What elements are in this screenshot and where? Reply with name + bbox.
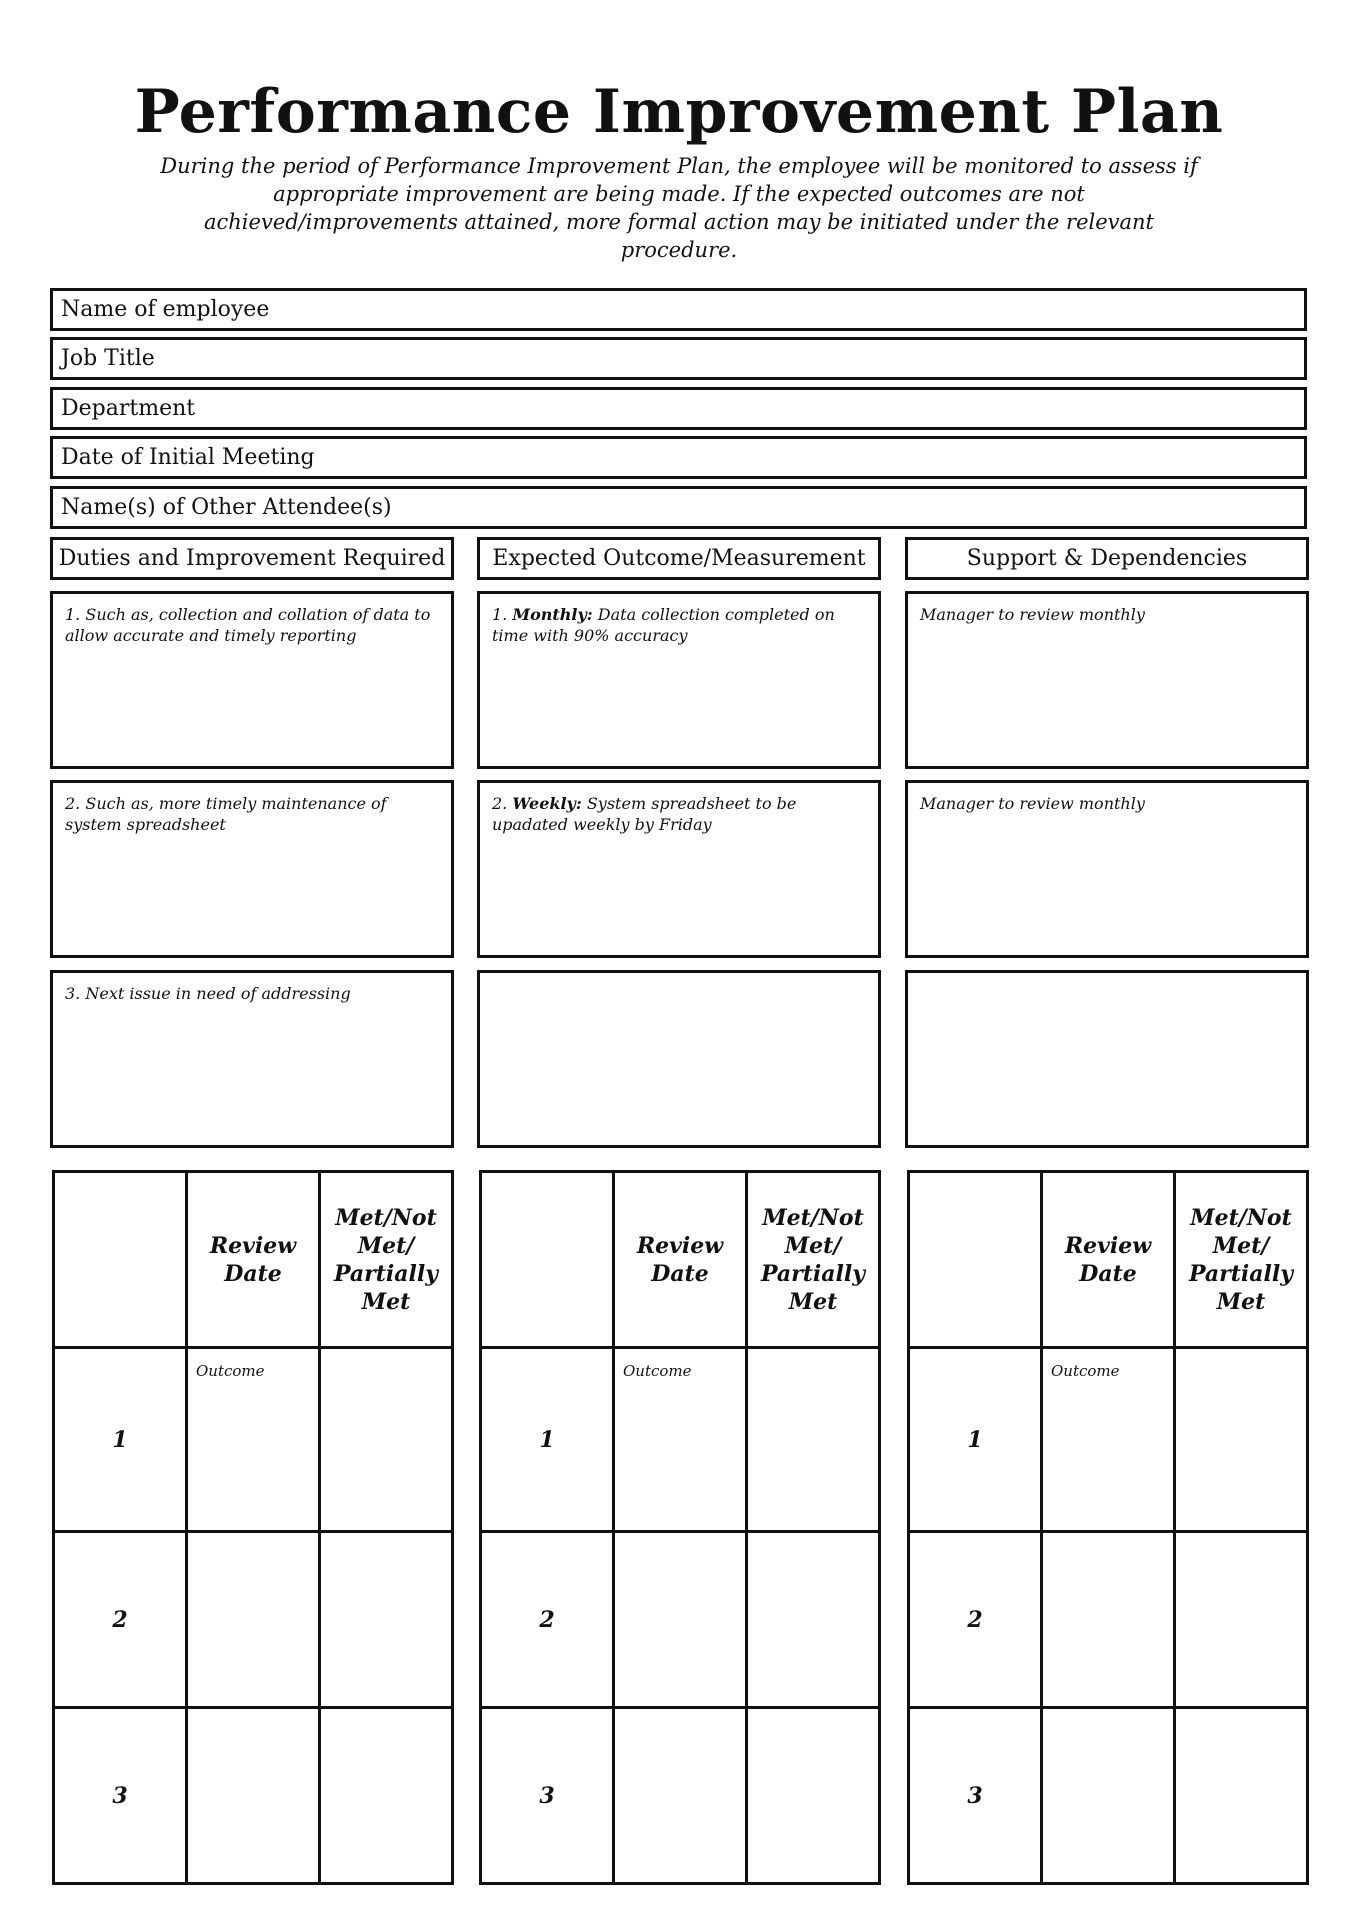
- outcome-cell-2[interactable]: [477, 780, 881, 958]
- review-table-3: [907, 1170, 1309, 1885]
- review-date-cell[interactable]: [614, 1532, 747, 1708]
- field-initial-meeting-date[interactable]: Date of Initial Meeting: [50, 436, 1307, 479]
- field-other-attendees[interactable]: Name(s) of Other Attendee(s): [50, 486, 1307, 529]
- column-header-support: Support & Dependencies: [905, 537, 1309, 580]
- met-status-header: Met/Not Met/ Partially Met: [320, 1172, 453, 1348]
- field-department[interactable]: Department: [50, 387, 1307, 430]
- column-header-duties: Duties and Improvement Required: [50, 537, 454, 580]
- review-row-number: 3: [54, 1708, 187, 1884]
- met-status-cell[interactable]: [747, 1532, 880, 1708]
- review-corner-cell: [909, 1172, 1042, 1348]
- outcome-prefix: 2.: [492, 794, 508, 813]
- support-cell-3[interactable]: [905, 970, 1309, 1148]
- met-status-cell[interactable]: [1175, 1708, 1308, 1884]
- duty-cell-1[interactable]: 1. Such as, collection and collation of data to allow accurate and timely reporting: [50, 591, 454, 769]
- outcome-label[interactable]: Outcome: [614, 1348, 747, 1532]
- review-row-number: 2: [481, 1532, 614, 1708]
- met-status-cell[interactable]: [320, 1348, 453, 1532]
- field-employee-name[interactable]: Name of employee: [50, 288, 1307, 331]
- review-date-header: Review Date: [614, 1172, 747, 1348]
- review-table-2: [479, 1170, 881, 1885]
- outcome-text: Data collection completed on time with 90% accuracy: [492, 605, 835, 645]
- review-date-cell[interactable]: [1042, 1532, 1175, 1708]
- review-row-number: 1: [54, 1348, 187, 1532]
- outcome-label[interactable]: Outcome: [187, 1348, 320, 1532]
- review-corner-cell: [54, 1172, 187, 1348]
- review-row-number: 3: [909, 1708, 1042, 1884]
- met-status-cell[interactable]: [1175, 1532, 1308, 1708]
- column-header-outcome: Expected Outcome/Measurement: [477, 537, 881, 580]
- met-status-header: Met/Not Met/ Partially Met: [1175, 1172, 1308, 1348]
- review-date-cell[interactable]: [187, 1532, 320, 1708]
- met-status-cell[interactable]: [1175, 1348, 1308, 1532]
- page-title: Performance Improvement Plan: [134, 77, 1224, 147]
- review-row-number: 1: [481, 1348, 614, 1532]
- outcome-label[interactable]: Outcome: [1042, 1348, 1175, 1532]
- review-row-number: 2: [54, 1532, 187, 1708]
- review-date-header: Review Date: [1042, 1172, 1175, 1348]
- review-date-cell[interactable]: [1042, 1708, 1175, 1884]
- review-date-header: Review Date: [187, 1172, 320, 1348]
- outcome-cell-3[interactable]: [477, 970, 881, 1148]
- duty-cell-3[interactable]: 3. Next issue in need of addressing: [50, 970, 454, 1148]
- outcome-frequency: Monthly:: [512, 605, 593, 624]
- review-row-number: 2: [909, 1532, 1042, 1708]
- outcome-text: System spreadsheet to be upadated weekly by Friday: [492, 794, 797, 834]
- outcome-frequency: Weekly:: [512, 794, 582, 813]
- intro-text: During the period of Performance Improvement Plan, the employee will be monitored to assess if appropriate improvement are being made. If the expected outcomes are not achieved/improvements attained, more formal action may be initiated under the relevant procedure.: [160, 154, 1198, 262]
- review-table-1: [52, 1170, 454, 1885]
- review-date-cell[interactable]: [187, 1708, 320, 1884]
- review-row-number: 3: [481, 1708, 614, 1884]
- review-row-number: 1: [909, 1348, 1042, 1532]
- met-status-header: Met/Not Met/ Partially Met: [747, 1172, 880, 1348]
- outcome-prefix: 1.: [492, 605, 508, 624]
- met-status-cell[interactable]: [320, 1708, 453, 1884]
- duty-cell-2[interactable]: 2. Such as, more timely maintenance of system spreadsheet: [50, 780, 454, 958]
- review-corner-cell: [481, 1172, 614, 1348]
- met-status-cell[interactable]: [747, 1348, 880, 1532]
- outcome-cell-1[interactable]: [477, 591, 881, 769]
- review-date-cell[interactable]: [614, 1708, 747, 1884]
- met-status-cell[interactable]: [320, 1532, 453, 1708]
- support-cell-1[interactable]: Manager to review monthly: [905, 591, 1309, 769]
- support-cell-2[interactable]: Manager to review monthly: [905, 780, 1309, 958]
- field-job-title[interactable]: Job Title: [50, 337, 1307, 380]
- met-status-cell[interactable]: [747, 1708, 880, 1884]
